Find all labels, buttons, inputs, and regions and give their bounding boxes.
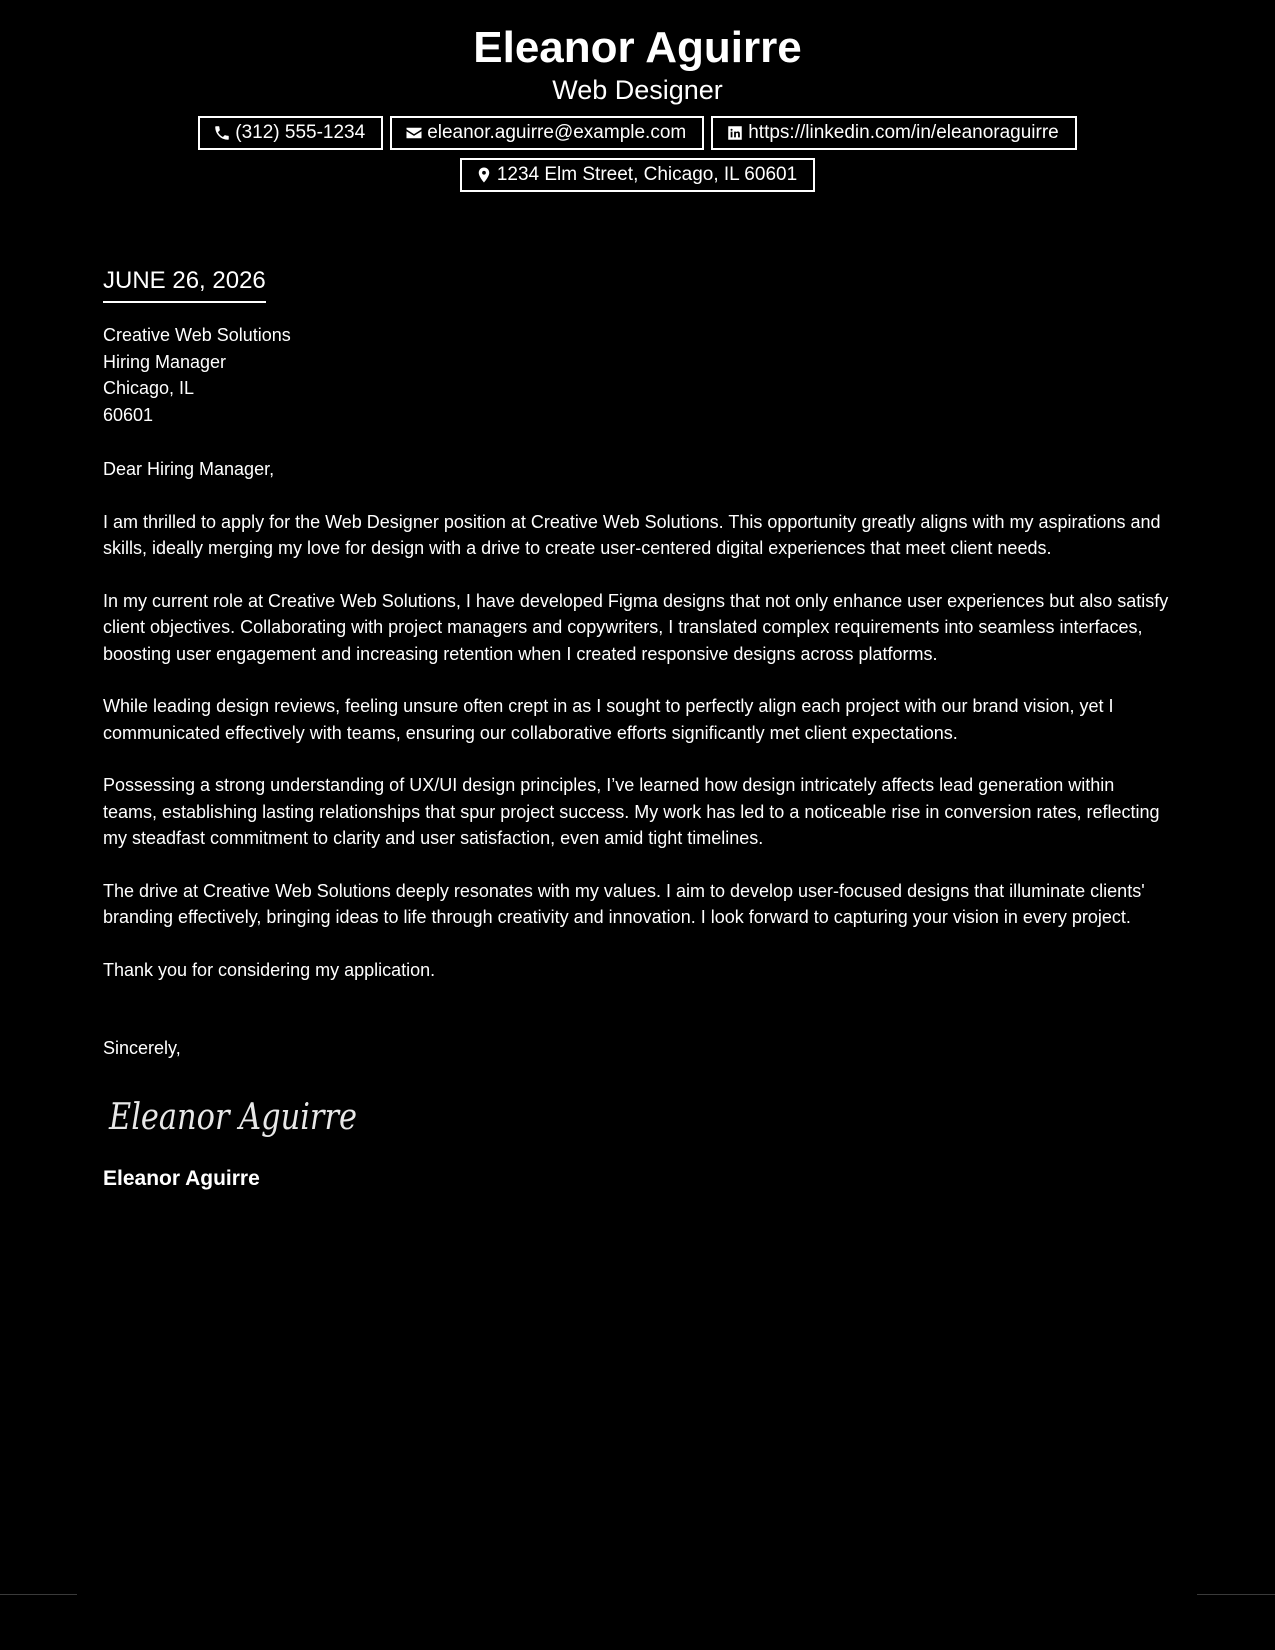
signed-name: Eleanor Aguirre xyxy=(103,1167,260,1190)
letter-text xyxy=(103,456,1173,983)
linkedin-text: https://linkedin.com/in/eleanoraguirre xyxy=(748,122,1059,143)
footer-divider-right xyxy=(1197,1594,1275,1595)
job-title: Web Designer xyxy=(552,75,723,105)
letter-body xyxy=(103,265,1173,1193)
email-text: eleanor.aguirre@example.com xyxy=(427,122,687,143)
phone-text: (312) 555-1234 xyxy=(235,122,366,143)
footer-divider-left xyxy=(0,1594,77,1595)
closing: Sincerely, xyxy=(103,1038,181,1058)
recipient-role: Hiring Manager xyxy=(103,351,227,372)
phone-chip[interactable] xyxy=(198,116,383,150)
contact-list xyxy=(198,116,1078,192)
handwritten-signature xyxy=(107,1091,1173,1145)
paragraph: Possessing a strong understanding of UX/UI design principles, I’ve learned how design intricately affects lead generation within teams, establishing lasting relationships that spur project success. My work has led to a noticeable rise in conversion rates, reflecting my steadfast commitment to clarity and user satisfaction, even amid tight timelines. xyxy=(103,775,1160,848)
recipient-company: Creative Web Solutions xyxy=(103,325,291,345)
address-chip[interactable] xyxy=(460,158,815,192)
signature-text: Eleanor Aguirre xyxy=(108,1097,358,1138)
paragraph: I am thrilled to apply for the Web Designer position at Creative Web Solutions. This opportunity greatly aligns with my aspirations and skills, ideally merging my love for design with a drive to create user-centered digital experiences that meet client needs. xyxy=(103,511,1161,558)
resume-header xyxy=(0,0,1275,192)
phone-icon xyxy=(213,124,231,142)
recipient-zip: 60601 xyxy=(103,404,154,425)
map-marker-icon xyxy=(475,166,493,184)
email-chip[interactable] xyxy=(390,116,704,150)
linkedin-chip[interactable] xyxy=(711,116,1077,150)
recipient-block xyxy=(103,322,1173,428)
applicant-name: Eleanor Aguirre xyxy=(473,23,802,72)
envelope-icon xyxy=(405,124,423,142)
paragraph: Thank you for considering my application. xyxy=(103,959,436,980)
paragraph: In my current role at Creative Web Solutions, I have developed Figma designs that not only enhance user experiences but also satisfy client objectives. Collaborating with project managers and copywriters, I translated complex requirements into seamless interfaces, boosting user engagement and increasing retention when I created responsive designs across platforms. xyxy=(103,590,1169,664)
address-text: 1234 Elm Street, Chicago, IL 60601 xyxy=(496,164,798,185)
paragraph: The drive at Creative Web Solutions deeply resonates with my values. I aim to develop user-focused designs that illuminate clients' branding effectively, bringing ideas to life through creativity and innovation. I look forward to capturing your vision in every project. xyxy=(103,880,1145,927)
recipient-city: Chicago, IL xyxy=(103,378,195,398)
letter-date: JUNE 26, 2026 xyxy=(103,265,266,303)
linkedin-icon xyxy=(726,124,744,142)
salutation: Dear Hiring Manager, xyxy=(103,459,275,479)
paragraph: While leading design reviews, feeling unsure often crept in as I sought to perfectly align each project with our brand vision, yet I communicated effectively with teams, ensuring our collaborative efforts significantly met client expectations. xyxy=(103,696,1114,743)
